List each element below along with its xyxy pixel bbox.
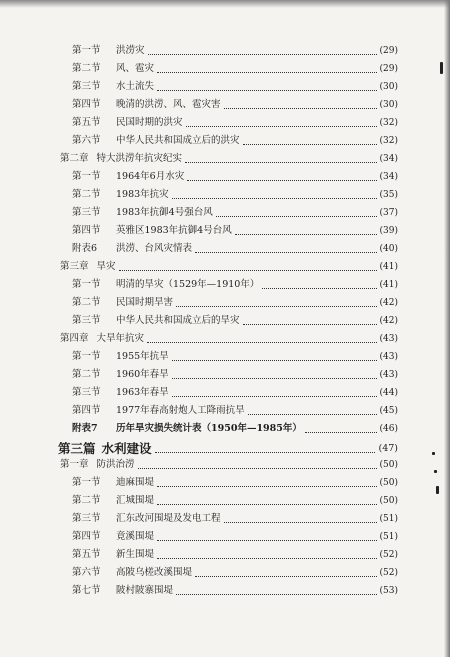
scan-speck (434, 470, 437, 473)
toc-section-entry (72, 240, 398, 258)
page-number: (51) (379, 514, 398, 524)
page-number: (30) (379, 100, 398, 110)
entry-label: 第一节 (72, 477, 101, 488)
dot-leader (157, 503, 377, 505)
toc-section-entry (72, 132, 398, 150)
dot-leader (148, 53, 377, 55)
toc-section-entry (72, 186, 398, 204)
toc-section-entry (72, 510, 398, 528)
entry-title: 洪涝灾 (116, 45, 145, 56)
entry-label: 第一章 (60, 459, 89, 470)
page-number: (41) (379, 262, 398, 272)
entry-label: 第一节 (72, 279, 101, 290)
entry-title: 风、雹灾 (116, 63, 155, 74)
toc-chapter-entry (60, 456, 398, 474)
dot-leader (186, 125, 377, 127)
entry-title: 1964年6月水灾 (116, 171, 185, 182)
entry-title: 1983年抗御4号强台风 (116, 207, 213, 218)
entry-label: 第一节 (72, 171, 101, 182)
entry-label: 第三节 (72, 207, 101, 218)
page-number: (44) (379, 388, 398, 398)
entry-title: 汇东改河围堤及发电工程 (116, 513, 221, 524)
dot-leader (224, 521, 377, 523)
entry-label: 第五节 (72, 117, 101, 128)
dot-leader (119, 269, 377, 271)
entry-label: 第二节 (72, 189, 101, 200)
page-number: (37) (379, 208, 398, 218)
entry-label: 附表6 (72, 243, 98, 254)
page-number: (50) (379, 496, 398, 506)
page-number: (52) (379, 550, 398, 560)
page-number: (34) (379, 154, 398, 164)
toc-section-entry (72, 528, 398, 546)
entry-title: 1983年抗灾 (116, 189, 169, 200)
entry-title: 历年旱灾损失统计表（1950年—1985年） (116, 423, 302, 434)
page-number: (29) (379, 64, 398, 74)
dot-leader (157, 539, 377, 541)
dot-leader (155, 451, 376, 453)
dot-leader (147, 341, 376, 343)
scan-edge-right (444, 0, 450, 657)
toc-section-entry (72, 402, 398, 420)
entry-title: 英雅区1983年抗御4号台风 (116, 225, 232, 236)
dot-leader (176, 305, 377, 307)
page-number: (50) (379, 478, 398, 488)
dot-leader (157, 89, 377, 91)
dot-leader (216, 215, 377, 217)
page-number: (51) (379, 532, 398, 542)
entry-title: 洪涝、台风灾情表 (116, 243, 193, 254)
toc-chapter-entry (60, 330, 398, 348)
scan-edge-top (0, 0, 450, 8)
entry-label: 第五节 (72, 549, 101, 560)
toc-section-entry (72, 96, 398, 114)
toc-chapter-entry (60, 150, 398, 168)
entry-title: 民国时期旱害 (116, 297, 174, 308)
toc-section-entry (72, 168, 398, 186)
scan-speck (440, 62, 443, 74)
page-number: (43) (379, 352, 398, 362)
toc-section-entry (72, 492, 398, 510)
scan-speck (436, 486, 439, 494)
page-number: (39) (379, 226, 398, 236)
toc-section-entry (72, 294, 398, 312)
dot-leader (157, 71, 377, 73)
toc-section-entry (72, 384, 398, 402)
entry-label: 第四节 (72, 531, 101, 542)
toc-chapter-entry (60, 258, 398, 276)
entry-title: 1960年春旱 (116, 369, 169, 380)
entry-title: 特大洪涝年抗灾纪实 (96, 153, 183, 164)
dot-leader (172, 377, 377, 379)
toc-section-entry (72, 420, 398, 438)
entry-label: 第六节 (72, 135, 101, 146)
entry-title: 旱灾 (96, 261, 116, 272)
toc-section-entry (72, 78, 398, 96)
entry-title: 高陂乌槎改溪围堤 (116, 567, 193, 578)
dot-leader (243, 143, 377, 145)
entry-label: 第三节 (72, 387, 101, 398)
dot-leader (235, 233, 377, 235)
dot-leader (138, 467, 377, 469)
entry-title: 水利建设 (101, 441, 152, 456)
entry-title: 陂村陂寨围堤 (116, 585, 174, 596)
entry-label: 第二节 (72, 63, 101, 74)
entry-label: 第三节 (72, 513, 101, 524)
entry-label: 第三节 (72, 81, 101, 92)
entry-title: 防洪治涝 (96, 459, 135, 470)
entry-title: 中华人民共和国成立后的洪灾 (116, 135, 240, 146)
toc-section-entry (72, 114, 398, 132)
entry-label: 第三章 (60, 261, 89, 272)
toc-section-entry (72, 42, 398, 60)
page-number: (32) (379, 118, 398, 128)
entry-label: 第一节 (72, 351, 101, 362)
entry-title: 民国时期的洪灾 (116, 117, 183, 128)
entry-label: 第二节 (72, 495, 101, 506)
entry-label: 第四节 (72, 99, 101, 110)
page-number: (42) (379, 316, 398, 326)
dot-leader (195, 575, 377, 577)
entry-title: 竟溪围堤 (116, 531, 155, 542)
entry-title: 中华人民共和国成立后的旱灾 (116, 315, 240, 326)
page-number: (30) (379, 82, 398, 92)
entry-label: 第三节 (72, 315, 101, 326)
dot-leader (157, 485, 377, 487)
toc-section-entry (72, 582, 398, 600)
page-number: (45) (379, 406, 398, 416)
dot-leader (185, 161, 376, 163)
entry-label: 第二章 (60, 153, 89, 164)
page-number: (53) (379, 586, 398, 596)
page-number: (50) (379, 460, 398, 470)
page-number: (41) (379, 280, 398, 290)
toc-section-entry (72, 564, 398, 582)
entry-label: 第二节 (72, 297, 101, 308)
toc-section-entry (72, 366, 398, 384)
dot-leader (248, 413, 377, 415)
page-number: (29) (379, 46, 398, 56)
dot-leader (172, 359, 377, 361)
page-number: (34) (379, 172, 398, 182)
entry-label: 第四节 (72, 225, 101, 236)
entry-label: 第二节 (72, 369, 101, 380)
toc-section-entry (72, 276, 398, 294)
dot-leader (172, 395, 377, 397)
entry-title: 汇城围堤 (116, 495, 155, 506)
entry-title: 水土流失 (116, 81, 155, 92)
page-number: (43) (379, 370, 398, 380)
dot-leader (243, 323, 377, 325)
toc-section-entry (72, 204, 398, 222)
dot-leader (262, 287, 376, 289)
entry-title: 新生围堤 (116, 549, 155, 560)
toc-section-entry (72, 546, 398, 564)
entry-label: 第七节 (72, 585, 101, 596)
entry-label: 第三篇 (58, 441, 96, 456)
toc-section-entry (72, 222, 398, 240)
page-number: (43) (379, 334, 398, 344)
page-number: (47) (378, 443, 398, 454)
dot-leader (305, 431, 377, 433)
page-number: (52) (379, 568, 398, 578)
toc-section-entry (72, 60, 398, 78)
page-number: (42) (379, 298, 398, 308)
scan-speck (432, 452, 435, 455)
dot-leader (195, 251, 377, 253)
entry-label: 第六节 (72, 567, 101, 578)
entry-title: 大旱年抗灾 (96, 333, 145, 344)
entry-title: 晚清的洪涝、风、雹灾害 (116, 99, 221, 110)
dot-leader (224, 107, 377, 109)
entry-label: 附表7 (72, 423, 98, 434)
entry-label: 第四章 (60, 333, 89, 344)
toc-section-entry (72, 312, 398, 330)
entry-title: 1955年抗旱 (116, 351, 169, 362)
entry-title: 明清的旱灾（1529年—1910年） (116, 279, 260, 290)
entry-label: 第一节 (72, 45, 101, 56)
entry-title: 1963年春旱 (116, 387, 169, 398)
page-number: (40) (379, 244, 398, 254)
page-number: (35) (379, 190, 398, 200)
toc-section-entry (72, 348, 398, 366)
entry-title: 迪麻围堤 (116, 477, 155, 488)
entry-label: 第四节 (72, 405, 101, 416)
page-number: (32) (379, 136, 398, 146)
dot-leader (157, 557, 377, 559)
toc-section-entry (72, 474, 398, 492)
dot-leader (172, 197, 377, 199)
entry-title: 1977年春高射炮人工降雨抗旱 (116, 405, 245, 416)
page-number: (46) (379, 424, 398, 434)
dot-leader (187, 179, 376, 181)
dot-leader (176, 593, 377, 595)
